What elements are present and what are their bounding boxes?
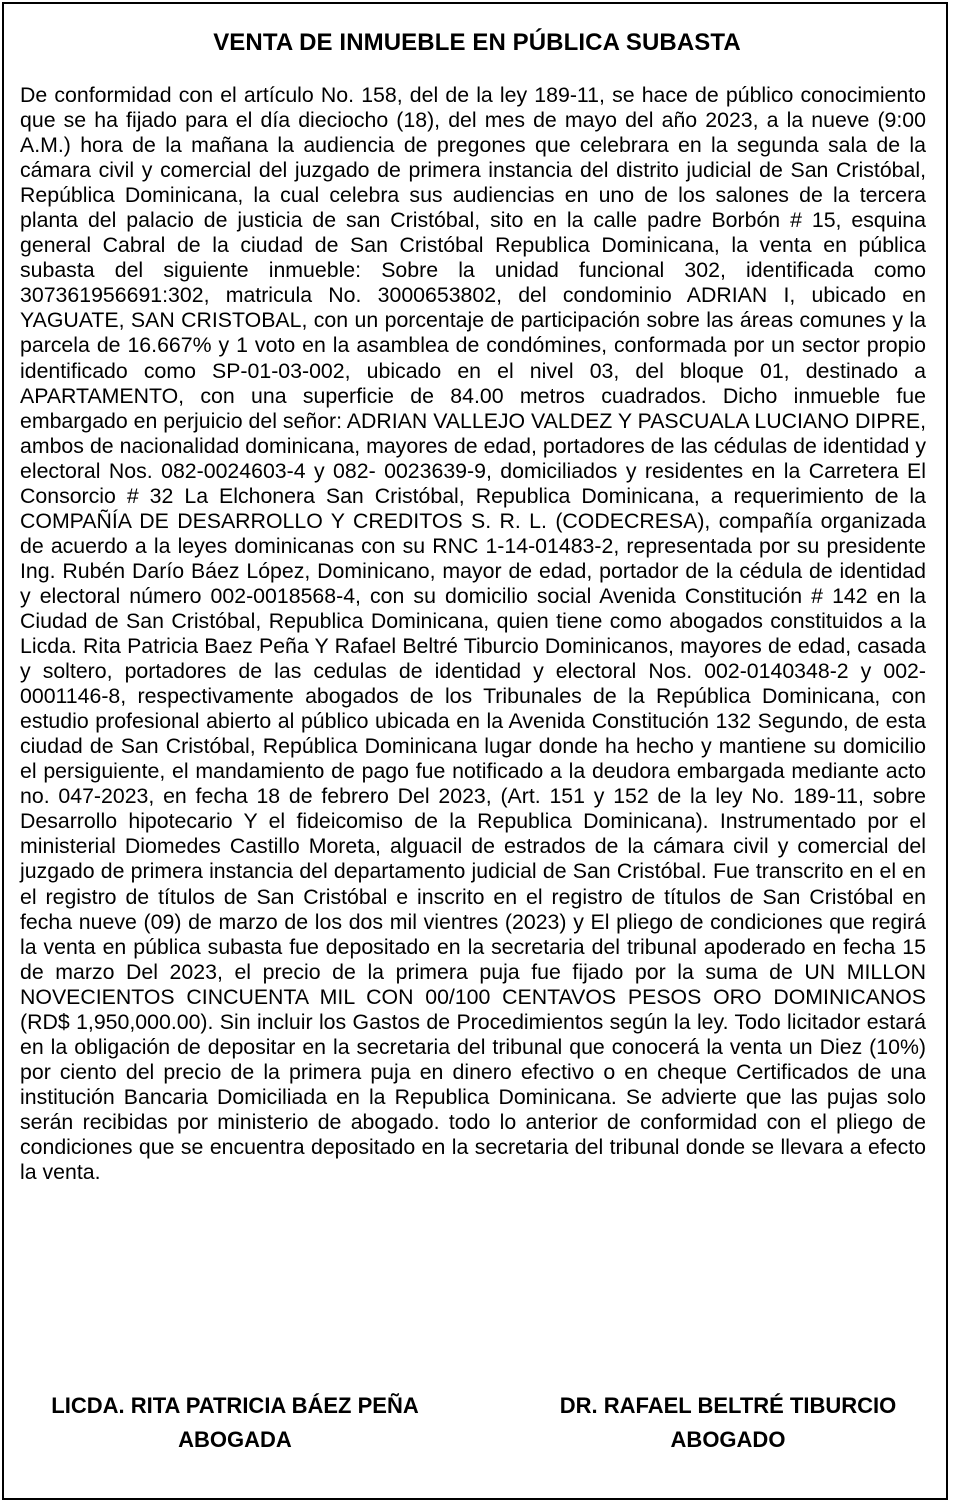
signature-right (528, 1389, 928, 1457)
signature-name: LICDA. RITA PATRICIA BÁEZ PEÑA (51, 1393, 419, 1418)
signature-role: ABOGADA (178, 1427, 292, 1452)
signature-block (20, 1389, 928, 1457)
signature-left (20, 1389, 450, 1457)
notice-title: VENTA DE INMUEBLE EN PÚBLICA SUBASTA (213, 29, 741, 56)
notice-body: De conformidad con el artículo No. 158, del de la ley 189-11, se hace de público conocimiento que se ha fijado para el día dieciocho (18), del mes de mayo del año 2023, a la nueve (9:00 A.M.) hora de la mañana la audiencia de pregones que celebrara en la segunda sala de la cámara civil y comercial del juzgado de primera instancia del distrito judicial de San Cristóbal, República Dominicana, la cual celebra sus audiencias en uno de los salones de la tercera planta del palacio de justicia de san Cristóbal, sito en la calle padre Borbón # 15, esquina general Cabral de la ciudad de San Cristóbal Republica Dominicana, la venta en pública subasta del siguiente inmueble: Sobre la unidad funcional 302, identificada como 307361956691:302, matricula No. 3000653802, del condominio ADRIAN I, ubicado en YAGUATE, SAN CRISTOBAL, con un porcentaje de participación sobre las áreas comunes y la parcela de 16.667% y 1 voto en la asamblea de condómines, conformada por un sector propio identificado como SP-01-03-002, ubicado en el nivel 03, del bloque 01, destinado a APARTAMENTO, con una superficie de 84.00 metros cuadrados. Dicho inmueble fue embargado en perjuicio del señor: ADRIAN VALLEJO VALDEZ Y PASCUALA LUCIANO DIPRE, ambos de nacionalidad dominicana, mayores de edad, portadores de las cédulas de identidad y electoral Nos. 082-0024603-4 y 082- 0023639-9, domiciliados y residentes en la Carretera El Consorcio # 32 La Elchonera San Cristóbal, Republica Dominicana, a requerimiento de la COMPAÑÍA DE DESARROLLO Y CREDITOS S. R. L. (CODECRESA), compañía organizada de acuerdo a la leyes dominicanas con su RNC 1-14-01483-2, representada por su presidente Ing. Rubén Darío Báez López, Dominicano, mayor de edad, portador de la cédula de identidad y electoral número 002-0018568-4, con su domicilio social Avenida Constitución # 142 en la Ciudad de San Cristóbal, Republica Dominicana, quien tiene como abogados constituidos a la Licda. Rita Patricia Baez Peña Y Rafael Beltré Tiburcio Dominicanos, mayores de edad, casada y soltero, portadores de las cedulas de identidad y electoral Nos. 002-0140348-2 y 002-0001146-8, respectivamente abogados de los Tribunales de la República Dominicana, con estudio profesional abierto al público ubicada en la Avenida Constitución 132 Segundo, de esta ciudad de San Cristóbal, República Dominicana lugar donde ha hecho y mantiene su domicilio el persiguiente, el mandamiento de pago fue notificado a la deudora embargada mediante acto no. 047-2023, en fecha 18 de febrero Del 2023, (Art. 151 y 152 de la ley No. 189-11, sobre Desarrollo hipotecario Y el fideicomiso de la Republica Dominicana). Instrumentado por el ministerial Diomedes Castillo Moreta, alguacil de estrados de la cámara civil y comercial del juzgado de primera instancia del departamento judicial de San Cristóbal. Fue transcrito en el en el registro de títulos de San Cristóbal e inscrito en el registro de títulos de San Cristóbal en fecha nueve (09) de marzo de los dos mil vientres (2023) y El pliego de condiciones que regirá la venta en pública subasta fue depositado en la secretaria del tribunal apoderado en fecha 15 de marzo Del 2023, el precio de la primera puja fue fijado por la suma de UN MILLON NOVECIENTOS CINCUENTA MIL CON 00/100 CENTAVOS PESOS ORO DOMINICANOS (RD$ 1,950,000.00). Sin incluir los Gastos de Procedimientos según la ley. Todo licitador estará en la obligación de depositar en la secretaria del tribunal que conocerá la venta un Diez (10%) por ciento del precio de la primera puja en dinero efectivo o en cheque Certificados de una institución Bancaria Domiciliada en la Republica Dominicana. Se advierte que las pujas solo serán recibidas por ministerio de abogado. todo lo anterior de conformidad con el pliego de condiciones que se encuentra depositado en la secretaria del tribunal donde se llevara a efecto la venta. (20, 83, 926, 1185)
signature-role: ABOGADO (670, 1427, 786, 1452)
signature-name: DR. RAFAEL BELTRÉ TIBURCIO (559, 1393, 897, 1418)
